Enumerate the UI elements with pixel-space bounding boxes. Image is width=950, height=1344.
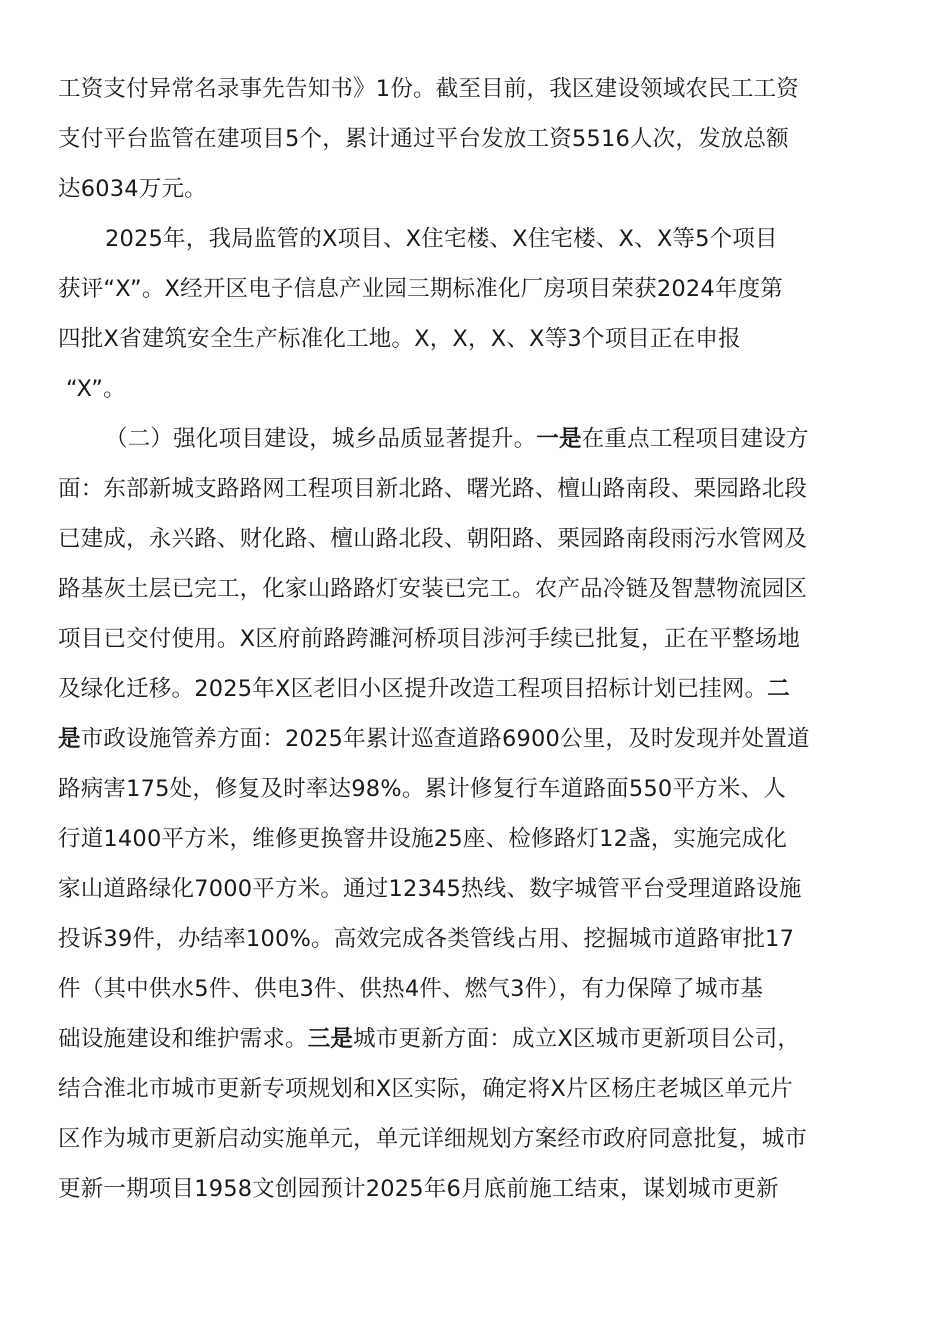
text-line: 路基灰土层已完工，化家山路路灯安装已完工。农产品冷链及智慧物流园区	[58, 576, 808, 602]
section-heading: （二）强化项目建设，城乡品质显著提升。	[105, 426, 537, 452]
text-line: 行道1400平方米，维修更换窨井设施25座、检修路灯12盏，实施完成化	[58, 826, 788, 852]
text-line: 项目已交付使用。X区府前路跨濉河桥项目涉河手续已批复，正在平整场地	[58, 626, 801, 652]
text-line: 区作为城市更新启动实施单元，单元详细规划方案经市政府同意批复，城市	[58, 1126, 808, 1152]
text-run: 城市更新方面：成立X区城市更新项目公司，	[353, 1026, 801, 1052]
text-run: 在重点工程项目建设方	[581, 426, 809, 452]
text-line: 四批X省建筑安全生产标准化工地。X，X，X、X等3个项目正在申报	[58, 326, 741, 352]
text-line: 更新一期项目1958文创园预计2025年6月底前施工结束，谋划城市更新	[58, 1176, 779, 1202]
text-run: 市政设施管养方面：2025年累计巡查道路6900公里，及时发现并处置道	[80, 726, 810, 752]
text-line: 件（其中供水5件、供电3件、供热4件、燃气3件），有力保障了城市基	[58, 976, 764, 1002]
text-line: “X”。	[66, 376, 126, 402]
text-line: 路病害175处，修复及时率达98%。累计修复行车道路面550平方米、人	[58, 776, 786, 802]
text-run: 础设施建设和维护需求。	[58, 1026, 308, 1052]
section-heading-line	[105, 424, 809, 454]
text-line: 家山道路绿化7000平方米。通过12345热线、数字城管平台受理道路设施	[58, 876, 802, 902]
text-line	[58, 1024, 800, 1054]
text-line: 结合淮北市城市更新专项规划和X区实际，确定将X片区杨庄老城区单元片	[58, 1076, 793, 1102]
text-line	[58, 674, 790, 704]
bold-marker: 三是	[307, 1026, 354, 1052]
bold-marker: 二	[767, 676, 790, 702]
text-line: 工资支付异常名录事先告知书》1份。截至目前，我区建设领域农民工工资	[58, 76, 799, 102]
paragraph-start-line: 2025年，我局监管的X项目、X住宅楼、X住宅楼、X、X等5个项目	[105, 226, 778, 252]
text-line	[58, 724, 810, 754]
bold-marker: 是	[58, 726, 81, 752]
text-run: 及绿化迁移。2025年X区老旧小区提升改造工程项目招标计划已挂网。	[58, 676, 768, 702]
text-line: 支付平台监管在建项目5个，累计通过平台发放工资5516人次，发放总额	[58, 126, 789, 152]
text-line: 面：东部新城支路路网工程项目新北路、曙光路、檀山路南段、栗园路北段	[58, 476, 808, 502]
bold-marker: 一是	[536, 426, 582, 452]
text-line: 投诉39件，办结率100%。高效完成各类管线占用、挖掘城市道路审批17	[58, 926, 795, 952]
text-line: 已建成，永兴路、财化路、檀山路北段、朝阳路、栗园路南段雨污水管网及	[58, 526, 808, 552]
text-line: 达6034万元。	[58, 176, 207, 202]
text-line: 获评“X”。X经开区电子信息产业园三期标准化厂房项目荣获2024年度第	[58, 276, 783, 302]
